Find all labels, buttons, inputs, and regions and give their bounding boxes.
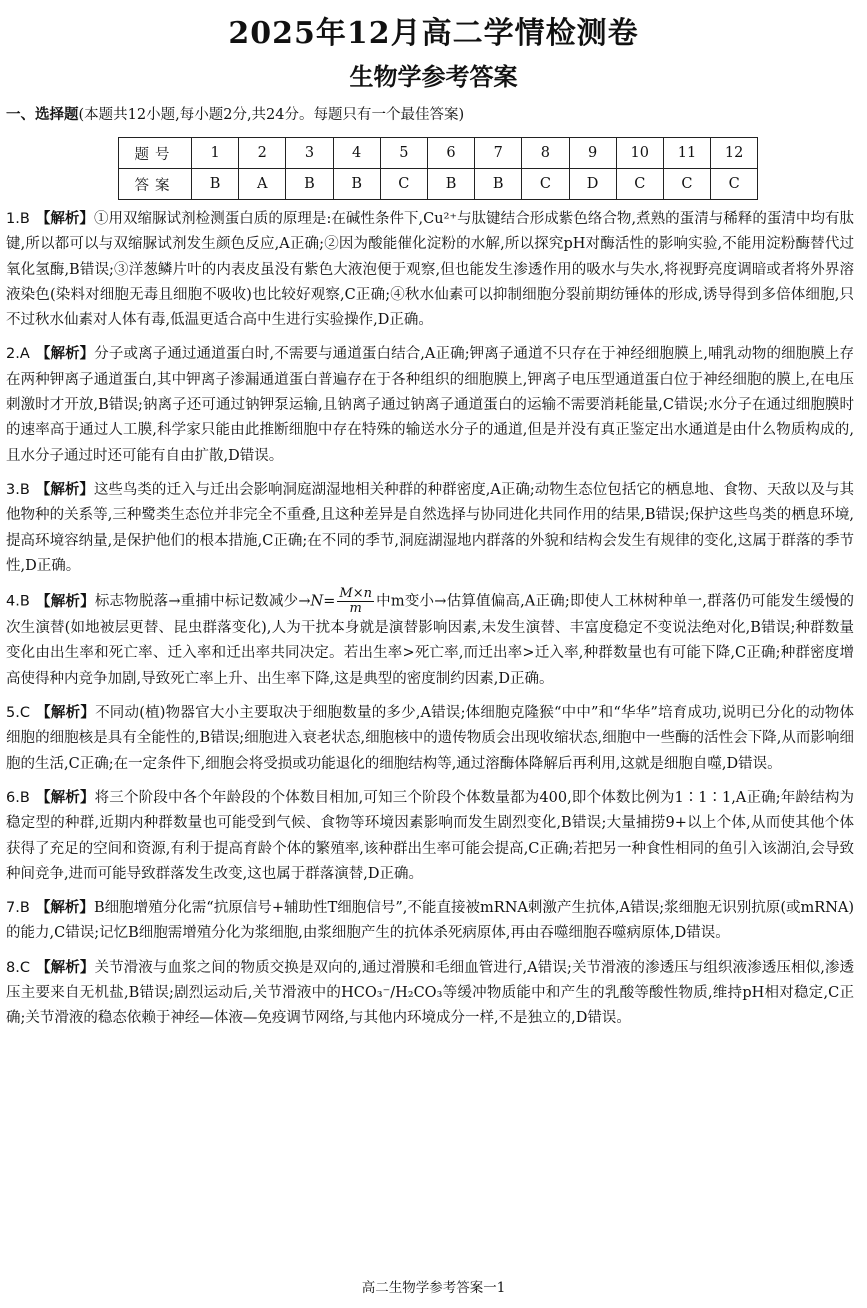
explanation-item-1 (6, 206, 854, 333)
question-number: 9 (569, 138, 616, 169)
answer-cell: C (663, 169, 710, 200)
item-number: 7.B (6, 900, 30, 917)
analysis-tag: 【解析】 (35, 899, 94, 917)
item-text: 这些鸟类的迁入与迁出会影响洞庭湖湿地相关种群的种群密度,A正确;动物生态位包括它的栖息地、食物、天敌以及与其他物种的关系等,三种鹭类生态位并非完全不重叠,且这种差异是自然选择与协同进化共同作用的结果,B错误;保护这些鸟类的栖息环境,提高环境容纳量,是保护他们的根本措施,C正确;在不同的季节,洞庭湖湿地内群落的外貌和结构会发生有规律的变化,这属于群落的季节性,D正确。 (6, 481, 855, 574)
formula-lhs: N= (310, 593, 336, 610)
section-heading (6, 104, 856, 126)
question-number: 3 (286, 138, 333, 169)
section-heading-label: 一、选择题 (6, 106, 79, 123)
analysis-tag: 【解析】 (35, 592, 95, 610)
answer-table (118, 137, 758, 200)
answer-cell: C (522, 169, 569, 200)
answer-cell: A (239, 169, 286, 200)
page-title: 2025年12月高二学情检测卷 (228, 16, 639, 51)
formula-denominator: m (349, 601, 362, 617)
item-number: 6.B (6, 789, 30, 806)
analysis-tag: 【解析】 (35, 210, 94, 227)
section-heading-note: (本题共12小题,每小题2分,共24分。每题只有一个最佳答案) (78, 107, 465, 123)
item-text: B细胞增殖分化需“抗原信号+辅助性T细胞信号”,不能直接被mRNA刺激产生抗体,A错误;浆细胞无识别抗原(或mRNA)的能力,C错误;记忆B细胞需增殖分化为浆细胞,由浆细胞产生的抗体杀死病原体,再由吞噬细胞吞噬病原体,D错误。 (6, 900, 855, 942)
question-number: 5 (380, 138, 427, 169)
explanation-item-5 (6, 700, 854, 777)
item-text: 关节滑液与血浆之间的物质交换是双向的,通过滑膜和毛细血管进行,A错误;关节滑液的渗透压与组织液渗透压相似,渗透压主要来自无机盐,B错误;剧烈运动后,关节滑液中的HCO₃⁻/H₂CO₃等缓冲物质能中和产生的乳酸等酸性物质,维持pH相对稳定,C正确;关节滑液的稳态依赖于神经—体液—免疫调节网络,与其他内环境成分一样,不是独立的,D错误。 (6, 959, 855, 1027)
fraction-formula (337, 587, 374, 616)
item-text: 分子或离子通过通道蛋白时,不需要与通道蛋白结合,A正确;钾离子通道不只存在于神经细胞膜上,哺乳动物的细胞膜上存在两种钾离子通道蛋白,其中钾离子渗漏通道蛋白普遍存在于各种组织的细胞膜上,钾离子电压型通道蛋白位于神经细胞的膜上,在电压刺激时才开放,B错误;钠离子还可通过钠钾泵运输,且钠离子通过钠离子通道蛋白的运输不需要消耗能量,C错误;水分子在通过细胞膜时的速率高于通过人工膜,科学家只能由此推断细胞中存在特殊的输送水分子的通道,但是并没有真正鉴定出水通道是由什么物质构成的,且水分子通过时还可能有自由扩散,D错误。 (6, 346, 855, 464)
question-number: 8 (522, 138, 569, 169)
page-footer: 高二生物学参考答案一1 (361, 1280, 506, 1296)
question-number: 12 (711, 138, 758, 169)
question-number: 2 (239, 138, 286, 169)
item-text-after: 中m变小→估算值偏高,A正确;即使人工林树种单一,群落仍可能发生缓慢的次生演替(如地被层更替、昆虫群落变化),人为干扰本身就是演替影响因素,未发生演替、丰富度稳定不变说法绝对化,B错误;种群数量变化由出生率和死亡率、迁入率和迁出率共同决定。若出生率>死亡率,而迁出率>迁入率,种群数量也有可能下降,C正确;种群密度增高使得种内竞争加剧,导致死亡率上升、出生率下降,这是典型的密度制约因素,D正确。 (6, 593, 854, 687)
answer-cell: C (711, 169, 758, 200)
item-text: 将三个阶段中各个年龄段的个体数目相加,可知三个阶段个体数量都为400,即个体数比例为1∶1∶1,A正确;年龄结构为稳定型的种群,近期内种群数量也可能受到气候、食物等环境因素影响而发生剧烈变化,B错误;大量捕捞9+以上个体,从而使其他个体获得了充足的空间和资源,有利于提高育龄个体的繁殖率,该种群出生率可能会提高,C正确;若把另一种食性相同的鱼引入该湖泊,会导致种间竞争,进而可能导致群落发生改变,这也属于群落演替,D正确。 (6, 789, 854, 882)
explanation-item-3 (6, 477, 854, 579)
analysis-tag: 【解析】 (35, 958, 95, 976)
answer-cell: B (286, 169, 333, 200)
explanation-item-8 (6, 955, 854, 1032)
question-number: 11 (663, 138, 710, 169)
answer-cell: B (427, 169, 474, 200)
item-number: 5.C (6, 705, 30, 722)
row-label-answer: 答案 (119, 169, 192, 200)
item-text: 不同动(植)物器官大小主要取决于细胞数量的多少,A错误;体细胞克隆猴“中中”和“华华”培育成功,说明已分化的动物体细胞的细胞核是具有全能性的,B错误;细胞进入衰老状态,细胞核中的遗传物质会出现收缩状态,细胞中一些酶的活性会下降,从而影响细胞的生活,C正确;在一定条件下,细胞会将受损或功能退化的细胞结构等,通过溶酶体降解后再利用,这就是细胞自噬,D错误。 (6, 705, 855, 772)
answer-cell: C (380, 169, 427, 200)
formula-numerator: M×n (339, 586, 372, 602)
explanation-item-4 (6, 587, 854, 692)
question-number: 4 (333, 138, 380, 169)
explanation-item-7 (6, 895, 854, 947)
explanation-item-6 (6, 785, 854, 887)
answer-cell: B (475, 169, 522, 200)
row-label-question: 题号 (119, 138, 192, 169)
answer-cell: B (192, 169, 239, 200)
question-number: 7 (475, 138, 522, 169)
analysis-tag: 【解析】 (35, 704, 96, 722)
item-number: 1.B (6, 211, 30, 227)
item-number: 8.C (6, 959, 30, 976)
answer-table-row-answers (119, 169, 758, 200)
item-text: ①用双缩脲试剂检测蛋白质的原理是:在碱性条件下,Cu²⁺与肽键结合形成紫色络合物,煮熟的蛋清与稀释的蛋清中均有肽键,所以都可以与双缩脲试剂发生颜色反应,A正确;②因为酸能催化淀粉的水解,所以探究pH对酶活性的影响实验,不能用淀粉酶替代过氧化氢酶,B错误;③洋葱鳞片叶的内表皮虽没有紫色大液泡便于观察,但也能发生渗透作用的吸水与失水,将视野亮度调暗或者将外界溶液染色(染料对细胞无毒且细胞不吸收)也比较好观察,C正确;④秋水仙素可以抑制细胞分裂前期纺锤体的形成,诱导得到多倍体细胞,只不过秋水仙素对人体有毒,低温更适合高中生进行实验操作,D正确。 (6, 211, 855, 329)
analysis-tag: 【解析】 (35, 480, 94, 498)
answer-cell: C (616, 169, 663, 200)
item-number: 2.A (6, 346, 30, 363)
answer-cell: D (569, 169, 616, 200)
answer-cell: B (333, 169, 380, 200)
analysis-tag: 【解析】 (35, 788, 95, 806)
explanation-list (6, 206, 854, 1040)
item-number: 4.B (6, 593, 30, 610)
answer-table-row-numbers (119, 138, 758, 169)
question-number: 1 (192, 138, 239, 169)
item-text-before: 标志物脱落→重捕中标记数减少→ (94, 593, 311, 610)
question-number: 10 (616, 138, 663, 169)
analysis-tag: 【解析】 (35, 345, 95, 363)
page-subtitle: 生物学参考答案 (349, 62, 518, 91)
item-number: 3.B (6, 481, 30, 498)
explanation-item-2 (6, 341, 854, 468)
question-number: 6 (427, 138, 474, 169)
